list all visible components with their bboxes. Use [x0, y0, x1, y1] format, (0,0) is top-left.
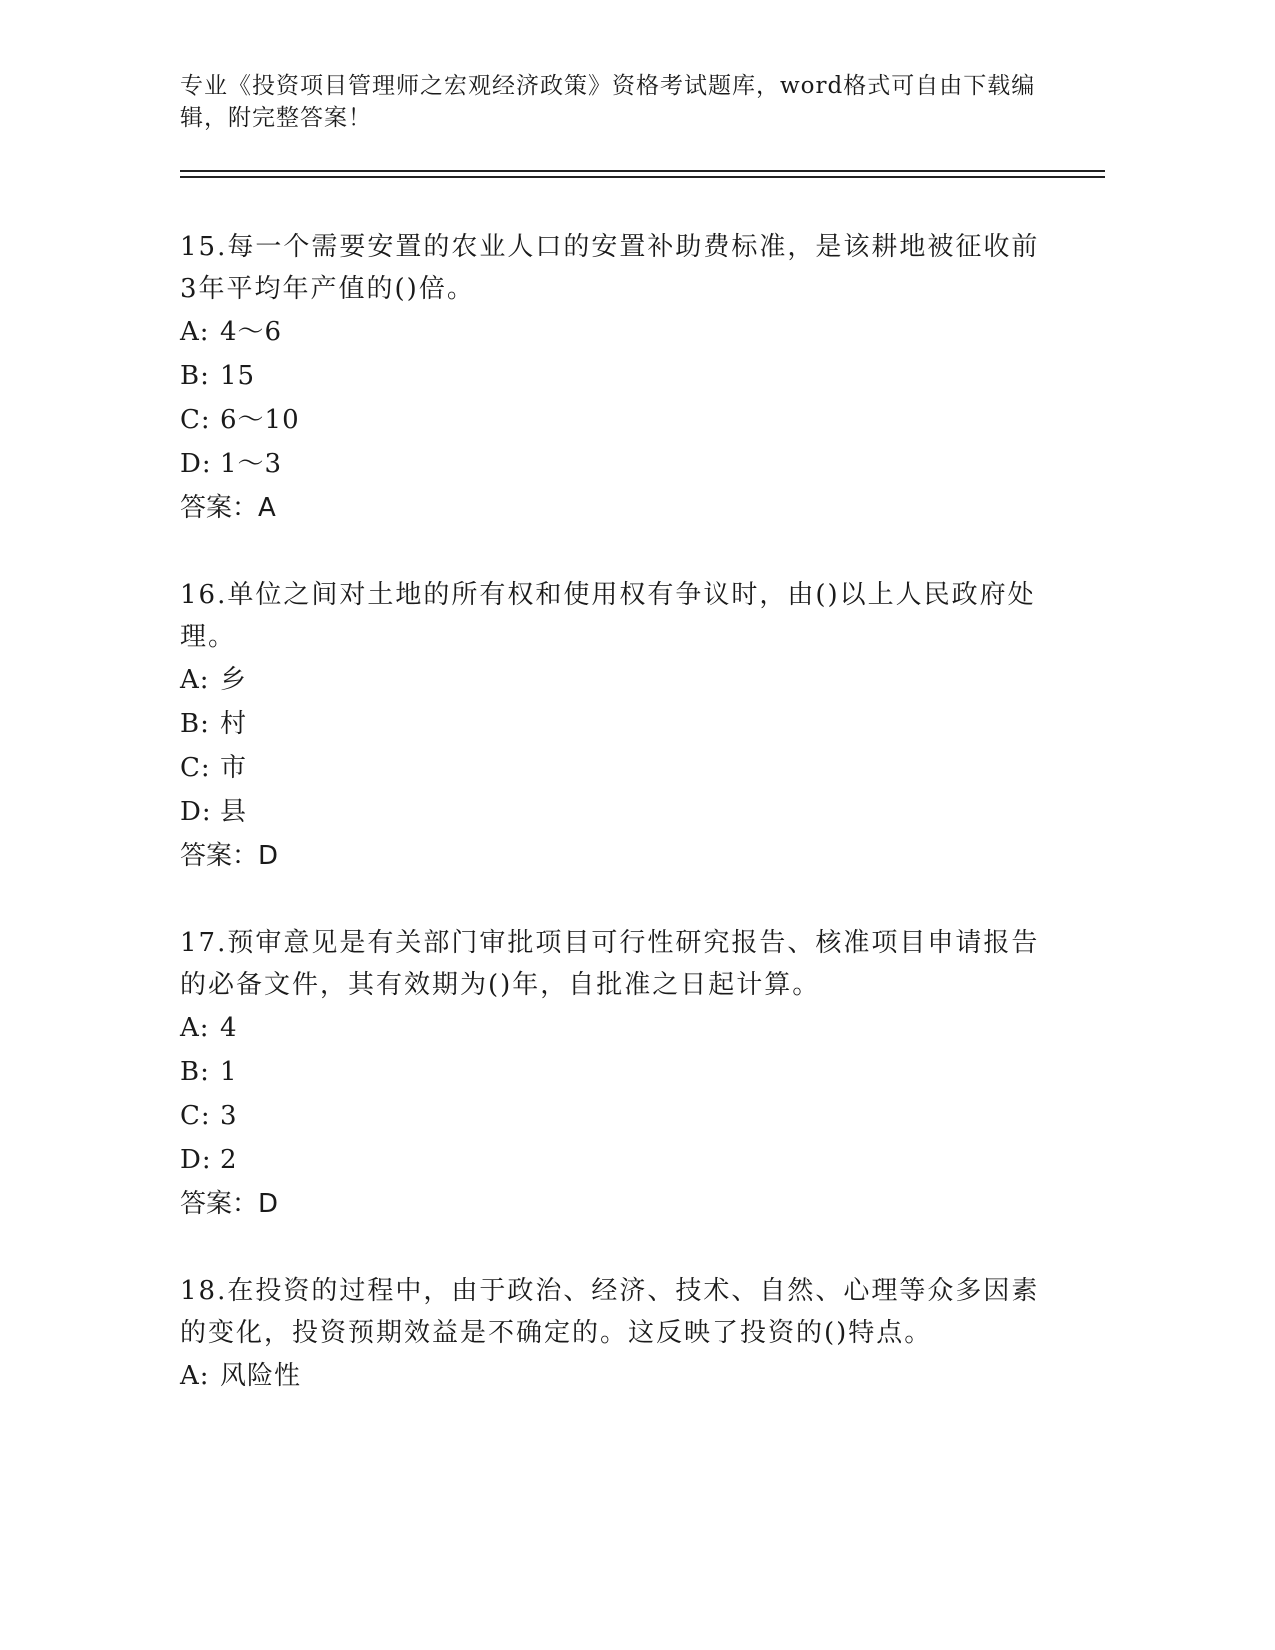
question-18	[180, 1270, 1040, 1398]
option-letter: D:	[180, 1145, 212, 1175]
question-text-line-1: 18.在投资的过程中，由于政治、经济、技术、自然、心理等众多因素	[180, 1276, 1040, 1306]
option-value: 乡	[220, 665, 248, 695]
option-letter: C:	[180, 405, 211, 435]
option-letter: B:	[180, 709, 210, 739]
option-a	[180, 658, 1040, 702]
option-b	[180, 354, 1040, 398]
option-value: 4～6	[220, 317, 283, 347]
option-c	[180, 1094, 1040, 1138]
option-value: 4	[220, 1013, 238, 1043]
question-text-line-2: 的变化，投资预期效益是不确定的。这反映了投资的()特点。	[180, 1318, 933, 1348]
option-value: 2	[220, 1145, 238, 1175]
option-value: 15	[220, 361, 256, 391]
question-15	[180, 226, 1040, 530]
option-a	[180, 1006, 1040, 1050]
question-text-line-2: 理。	[180, 622, 237, 652]
option-d	[180, 442, 1040, 486]
answer: 答案：D	[180, 841, 279, 871]
header-divider-top	[180, 170, 1105, 172]
option-b	[180, 702, 1040, 746]
option-value: 6～10	[220, 405, 300, 435]
option-letter: C:	[180, 1101, 211, 1131]
option-value: 1～3	[220, 449, 283, 479]
option-d	[180, 790, 1040, 834]
option-letter: C:	[180, 753, 211, 783]
document-header	[180, 70, 1040, 134]
option-letter: A:	[180, 1361, 210, 1391]
option-letter: D:	[180, 449, 212, 479]
option-value: 市	[220, 753, 248, 783]
header-divider-bottom	[180, 176, 1105, 178]
question-16	[180, 574, 1040, 878]
option-letter: B:	[180, 1057, 210, 1087]
header-line-1: 专业《投资项目管理师之宏观经济政策》资格考试题库，word格式可自由下载编	[180, 73, 1036, 99]
option-a	[180, 1354, 1040, 1398]
option-value: 1	[220, 1057, 238, 1087]
option-d	[180, 1138, 1040, 1182]
option-letter: B:	[180, 361, 210, 391]
question-text-line-2: 的必备文件，其有效期为()年，自批准之日起计算。	[180, 970, 821, 1000]
option-a	[180, 310, 1040, 354]
question-text-line-1: 16.单位之间对土地的所有权和使用权有争议时，由()以上人民政府处	[180, 580, 1036, 610]
option-letter: A:	[180, 317, 210, 347]
option-c	[180, 746, 1040, 790]
option-value: 风险性	[220, 1361, 302, 1391]
option-letter: A:	[180, 665, 210, 695]
answer: 答案：D	[180, 1189, 279, 1219]
option-value: 县	[220, 797, 248, 827]
question-17	[180, 922, 1040, 1226]
question-text-line-1: 15.每一个需要安置的农业人口的安置补助费标准，是该耕地被征收前	[180, 232, 1040, 262]
option-value: 村	[220, 709, 248, 739]
option-c	[180, 398, 1040, 442]
option-value: 3	[220, 1101, 238, 1131]
question-text-line-2: 3年平均年产值的()倍。	[180, 274, 475, 304]
header-line-2: 辑，附完整答案！	[180, 105, 372, 131]
option-letter: A:	[180, 1013, 210, 1043]
option-letter: D:	[180, 797, 212, 827]
question-text-line-1: 17.预审意见是有关部门审批项目可行性研究报告、核准项目申请报告	[180, 928, 1040, 958]
answer: 答案：A	[180, 493, 276, 523]
option-b	[180, 1050, 1040, 1094]
